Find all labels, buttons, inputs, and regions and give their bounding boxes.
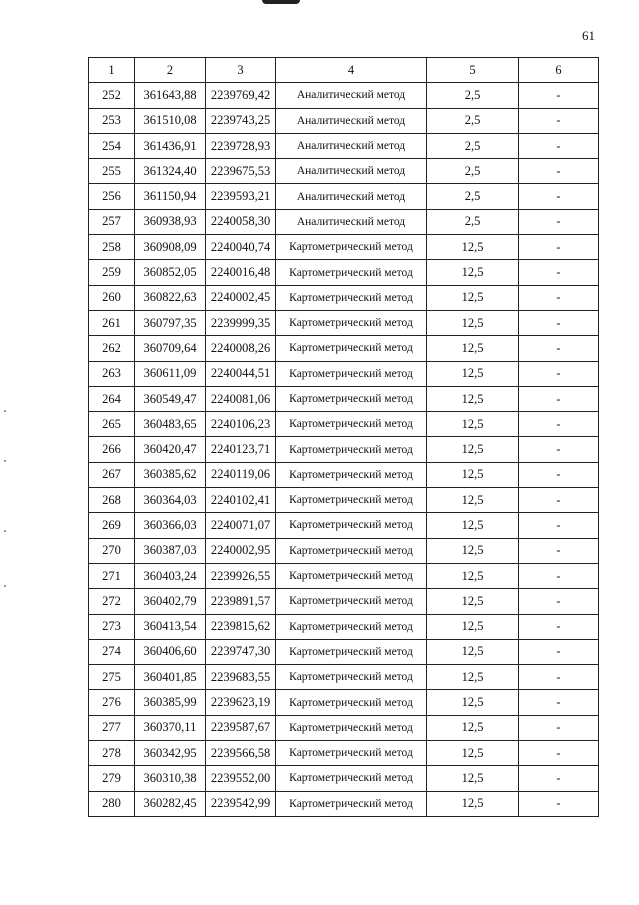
table-row [89,715,599,740]
table-row [89,361,599,386]
table-row [89,108,599,133]
cell-accuracy: 12,5 [427,563,519,588]
cell-x-coordinate: 360938,93 [135,209,206,234]
cell-method: Картометрический метод [276,665,427,690]
cell-method: Картометрический метод [276,563,427,588]
cell-accuracy: 12,5 [427,260,519,285]
cell-note: - [519,386,599,411]
cell-x-coordinate: 360364,03 [135,488,206,513]
cell-note: - [519,260,599,285]
cell-method: Картометрический метод [276,538,427,563]
cell-y-coordinate: 2239999,35 [206,310,276,335]
cell-method: Аналитический метод [276,108,427,133]
cell-note: - [519,133,599,158]
cell-note: - [519,741,599,766]
cell-y-coordinate: 2239769,42 [206,83,276,108]
cell-x-coordinate: 360366,03 [135,513,206,538]
table-row [89,133,599,158]
cell-point-number: 254 [89,133,135,158]
cell-note: - [519,361,599,386]
cell-method: Картометрический метод [276,235,427,260]
cell-point-number: 274 [89,639,135,664]
cell-y-coordinate: 2240106,23 [206,412,276,437]
cell-accuracy: 12,5 [427,285,519,310]
cell-y-coordinate: 2239566,58 [206,741,276,766]
cell-x-coordinate: 360797,35 [135,310,206,335]
table-row [89,235,599,260]
table-row [89,159,599,184]
cell-x-coordinate: 360406,60 [135,639,206,664]
cell-method: Картометрический метод [276,715,427,740]
cell-y-coordinate: 2239891,57 [206,589,276,614]
cell-accuracy: 12,5 [427,665,519,690]
cell-method: Аналитический метод [276,184,427,209]
cell-point-number: 278 [89,741,135,766]
cell-note: - [519,310,599,335]
cell-accuracy: 12,5 [427,715,519,740]
cell-method: Картометрический метод [276,412,427,437]
header-cell-1: 1 [89,58,135,83]
cell-y-coordinate: 2239683,55 [206,665,276,690]
cell-accuracy: 12,5 [427,766,519,791]
table-row [89,412,599,437]
table-row [89,741,599,766]
cell-point-number: 280 [89,791,135,816]
cell-note: - [519,412,599,437]
cell-y-coordinate: 2240016,48 [206,260,276,285]
cell-x-coordinate: 361643,88 [135,83,206,108]
cell-note: - [519,614,599,639]
table-row [89,513,599,538]
cell-x-coordinate: 360402,79 [135,589,206,614]
cell-note: - [519,159,599,184]
cell-accuracy: 2,5 [427,209,519,234]
cell-x-coordinate: 360822,63 [135,285,206,310]
cell-y-coordinate: 2240002,45 [206,285,276,310]
cell-point-number: 269 [89,513,135,538]
cell-accuracy: 12,5 [427,589,519,614]
cell-point-number: 261 [89,310,135,335]
scan-top-mark [262,0,300,4]
cell-y-coordinate: 2239747,30 [206,639,276,664]
cell-y-coordinate: 2240081,06 [206,386,276,411]
cell-point-number: 263 [89,361,135,386]
cell-method: Аналитический метод [276,159,427,184]
cell-accuracy: 12,5 [427,741,519,766]
cell-method: Картометрический метод [276,310,427,335]
cell-note: - [519,184,599,209]
cell-point-number: 268 [89,488,135,513]
cell-y-coordinate: 2240123,71 [206,437,276,462]
cell-point-number: 265 [89,412,135,437]
cell-y-coordinate: 2239675,53 [206,159,276,184]
cell-accuracy: 12,5 [427,412,519,437]
cell-point-number: 256 [89,184,135,209]
cell-point-number: 258 [89,235,135,260]
cell-x-coordinate: 360385,99 [135,690,206,715]
cell-y-coordinate: 2240058,30 [206,209,276,234]
table-row [89,791,599,816]
cell-y-coordinate: 2239926,55 [206,563,276,588]
cell-y-coordinate: 2239587,67 [206,715,276,740]
cell-method: Картометрический метод [276,336,427,361]
cell-accuracy: 12,5 [427,386,519,411]
cell-y-coordinate: 2239542,99 [206,791,276,816]
cell-note: - [519,766,599,791]
header-cell-3: 3 [206,58,276,83]
table-body [89,58,599,817]
cell-note: - [519,336,599,361]
cell-y-coordinate: 2240040,74 [206,235,276,260]
page-number: 61 [582,28,595,43]
table-row [89,285,599,310]
table-row [89,386,599,411]
cell-method: Картометрический метод [276,488,427,513]
cell-accuracy: 12,5 [427,336,519,361]
cell-point-number: 257 [89,209,135,234]
cell-point-number: 262 [89,336,135,361]
cell-x-coordinate: 361324,40 [135,159,206,184]
cell-accuracy: 12,5 [427,361,519,386]
cell-note: - [519,665,599,690]
cell-note: - [519,589,599,614]
cell-point-number: 255 [89,159,135,184]
cell-y-coordinate: 2239552,00 [206,766,276,791]
cell-y-coordinate: 2239743,25 [206,108,276,133]
header-row [89,58,599,83]
cell-x-coordinate: 361150,94 [135,184,206,209]
table-row [89,614,599,639]
cell-point-number: 279 [89,766,135,791]
cell-note: - [519,513,599,538]
cell-method: Картометрический метод [276,285,427,310]
cell-x-coordinate: 360611,09 [135,361,206,386]
cell-point-number: 272 [89,589,135,614]
cell-method: Картометрический метод [276,386,427,411]
cell-x-coordinate: 360413,54 [135,614,206,639]
cell-note: - [519,791,599,816]
cell-point-number: 273 [89,614,135,639]
table-row [89,462,599,487]
cell-point-number: 277 [89,715,135,740]
table-row [89,184,599,209]
cell-y-coordinate: 2240071,07 [206,513,276,538]
cell-method: Картометрический метод [276,766,427,791]
header-cell-6: 6 [519,58,599,83]
cell-x-coordinate: 360549,47 [135,386,206,411]
cell-point-number: 252 [89,83,135,108]
cell-accuracy: 12,5 [427,310,519,335]
cell-method: Картометрический метод [276,741,427,766]
cell-x-coordinate: 360852,05 [135,260,206,285]
cell-note: - [519,209,599,234]
cell-y-coordinate: 2240002,95 [206,538,276,563]
cell-method: Картометрический метод [276,791,427,816]
cell-y-coordinate: 2240102,41 [206,488,276,513]
cell-point-number: 259 [89,260,135,285]
cell-method: Картометрический метод [276,513,427,538]
cell-method: Картометрический метод [276,462,427,487]
coordinates-table [88,57,599,817]
cell-x-coordinate: 360908,09 [135,235,206,260]
cell-y-coordinate: 2240119,06 [206,462,276,487]
cell-point-number: 270 [89,538,135,563]
cell-x-coordinate: 360483,65 [135,412,206,437]
cell-accuracy: 2,5 [427,133,519,158]
cell-y-coordinate: 2239728,93 [206,133,276,158]
cell-point-number: 267 [89,462,135,487]
cell-method: Картометрический метод [276,690,427,715]
table-row [89,538,599,563]
cell-method: Картометрический метод [276,589,427,614]
table-row [89,310,599,335]
cell-point-number: 260 [89,285,135,310]
cell-method: Аналитический метод [276,133,427,158]
table-row [89,690,599,715]
cell-note: - [519,715,599,740]
cell-point-number: 264 [89,386,135,411]
table-row [89,260,599,285]
cell-accuracy: 2,5 [427,159,519,184]
header-cell-4: 4 [276,58,427,83]
header-cell-2: 2 [135,58,206,83]
scan-edge-specks [4,400,8,600]
cell-method: Картометрический метод [276,614,427,639]
cell-x-coordinate: 360385,62 [135,462,206,487]
cell-note: - [519,462,599,487]
cell-x-coordinate: 360310,38 [135,766,206,791]
header-cell-5: 5 [427,58,519,83]
cell-accuracy: 12,5 [427,614,519,639]
cell-note: - [519,690,599,715]
cell-x-coordinate: 361510,08 [135,108,206,133]
cell-accuracy: 12,5 [427,690,519,715]
cell-accuracy: 12,5 [427,538,519,563]
cell-method: Аналитический метод [276,83,427,108]
cell-accuracy: 12,5 [427,437,519,462]
cell-accuracy: 2,5 [427,83,519,108]
table-row [89,336,599,361]
cell-x-coordinate: 360403,24 [135,563,206,588]
cell-accuracy: 12,5 [427,488,519,513]
cell-y-coordinate: 2239815,62 [206,614,276,639]
cell-y-coordinate: 2240044,51 [206,361,276,386]
cell-method: Картометрический метод [276,437,427,462]
cell-point-number: 271 [89,563,135,588]
cell-note: - [519,108,599,133]
cell-point-number: 253 [89,108,135,133]
cell-y-coordinate: 2239623,19 [206,690,276,715]
cell-x-coordinate: 360420,47 [135,437,206,462]
table-row [89,437,599,462]
cell-point-number: 275 [89,665,135,690]
cell-x-coordinate: 360342,95 [135,741,206,766]
cell-accuracy: 12,5 [427,791,519,816]
cell-accuracy: 12,5 [427,513,519,538]
cell-x-coordinate: 360282,45 [135,791,206,816]
cell-note: - [519,437,599,462]
table-row [89,639,599,664]
cell-y-coordinate: 2240008,26 [206,336,276,361]
cell-note: - [519,639,599,664]
cell-note: - [519,563,599,588]
cell-accuracy: 2,5 [427,108,519,133]
cell-x-coordinate: 360370,11 [135,715,206,740]
table-row [89,766,599,791]
table-row [89,589,599,614]
cell-accuracy: 12,5 [427,639,519,664]
cell-x-coordinate: 360401,85 [135,665,206,690]
cell-method: Картометрический метод [276,260,427,285]
cell-note: - [519,235,599,260]
cell-accuracy: 12,5 [427,462,519,487]
table-row [89,209,599,234]
cell-point-number: 266 [89,437,135,462]
cell-x-coordinate: 361436,91 [135,133,206,158]
cell-method: Аналитический метод [276,209,427,234]
cell-point-number: 276 [89,690,135,715]
cell-accuracy: 12,5 [427,235,519,260]
cell-method: Картометрический метод [276,639,427,664]
cell-note: - [519,83,599,108]
cell-x-coordinate: 360387,03 [135,538,206,563]
table-row [89,83,599,108]
cell-accuracy: 2,5 [427,184,519,209]
table-row [89,563,599,588]
cell-y-coordinate: 2239593,21 [206,184,276,209]
table-row [89,488,599,513]
table-row [89,665,599,690]
cell-note: - [519,488,599,513]
cell-method: Картометрический метод [276,361,427,386]
cell-note: - [519,538,599,563]
cell-x-coordinate: 360709,64 [135,336,206,361]
cell-note: - [519,285,599,310]
